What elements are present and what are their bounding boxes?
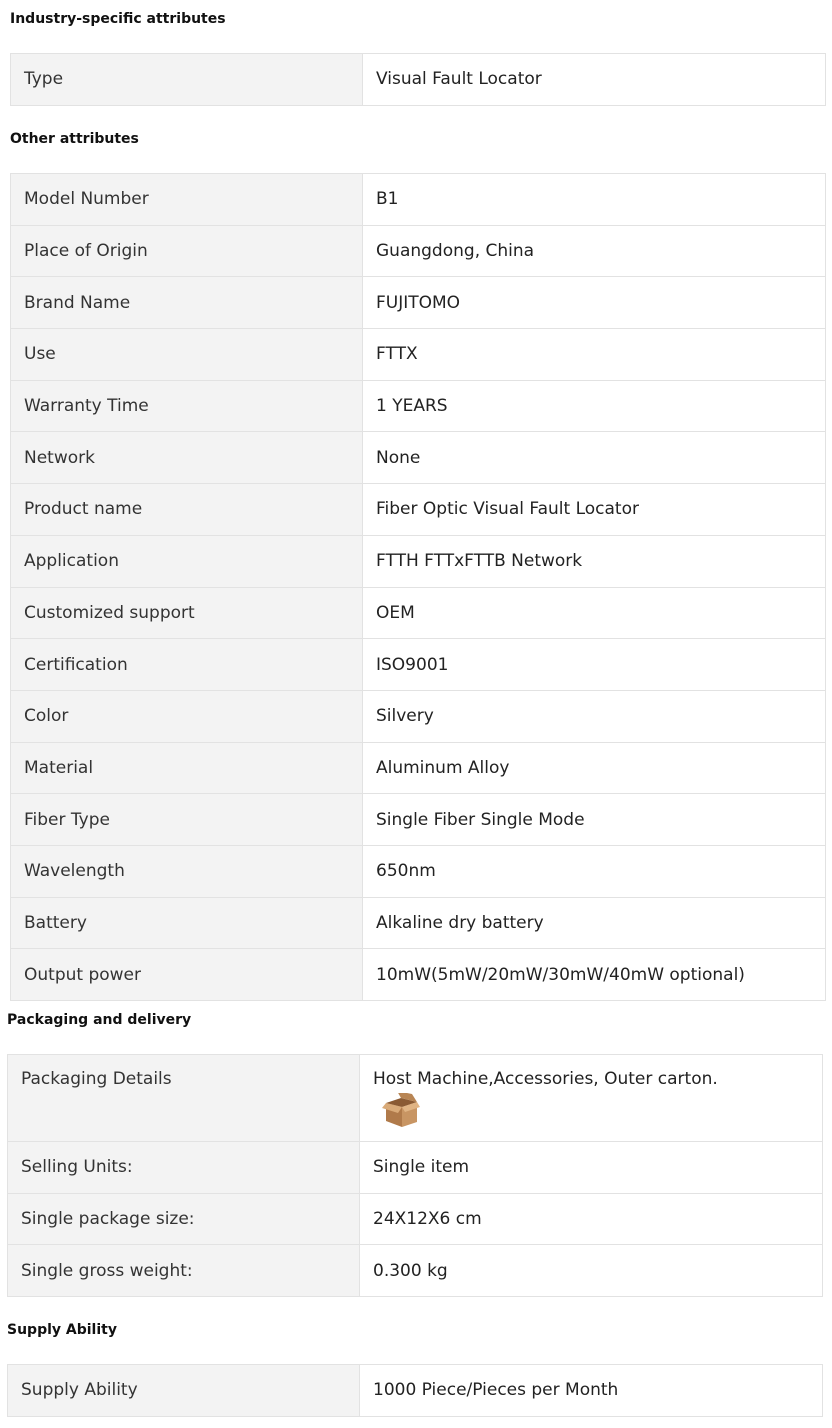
table-row [11,587,826,639]
attribute-value: 10mW(5mW/20mW/30mW/40mW optional) [363,949,826,1001]
section-title-other: Other attributes [10,131,139,147]
table-row [11,690,826,742]
attribute-value: Aluminum Alloy [363,742,826,794]
table-row [11,174,826,226]
section-title-supply: Supply Ability [7,1322,117,1338]
attribute-value: FUJITOMO [363,277,826,329]
table-row [11,54,826,106]
attribute-key: Model Number [11,174,363,226]
attribute-value: Single Fiber Single Mode [363,794,826,846]
attribute-value: Visual Fault Locator [363,54,826,106]
table-row [11,639,826,691]
attribute-key: Brand Name [11,277,363,329]
table-row [8,1055,823,1142]
attribute-key: Use [11,329,363,381]
table-row [8,1245,823,1297]
table-row [11,484,826,536]
table-row [8,1193,823,1245]
attribute-key: Single gross weight: [8,1245,360,1297]
attribute-value: Fiber Optic Visual Fault Locator [363,484,826,536]
table-row [11,277,826,329]
table-row [11,742,826,794]
attribute-value: OEM [363,587,826,639]
section-title-packaging: Packaging and delivery [7,1012,192,1028]
table-row [11,380,826,432]
table-row [11,225,826,277]
table-row [8,1142,823,1194]
attribute-key: Supply Ability [8,1365,360,1417]
attribute-value: FTTH FTTxFTTB Network [363,535,826,587]
attribute-key: Output power [11,949,363,1001]
table-row [11,949,826,1001]
attribute-key: Type [11,54,363,106]
attribute-key: Network [11,432,363,484]
attribute-value: FTTX [363,329,826,381]
section-title-industry: Industry-specific attributes [10,11,226,27]
supply-ability-table [7,1364,823,1417]
attribute-key: Certification [11,639,363,691]
attribute-value: Single item [360,1142,823,1194]
attribute-value: Host Machine,Accessories, Outer carton. [373,1069,718,1089]
table-row [11,794,826,846]
attribute-key: Product name [11,484,363,536]
table-row [11,432,826,484]
attribute-key: Packaging Details [8,1055,360,1142]
attribute-key: Place of Origin [11,225,363,277]
attribute-value: None [363,432,826,484]
attribute-key: Warranty Time [11,380,363,432]
attribute-value-cell [360,1055,823,1142]
other-attributes-table [10,173,826,1001]
attribute-value: 1000 Piece/Pieces per Month [360,1365,823,1417]
attribute-value: 650nm [363,845,826,897]
attribute-key: Color [11,690,363,742]
attribute-key: Wavelength [11,845,363,897]
attribute-key: Application [11,535,363,587]
attribute-value: B1 [363,174,826,226]
table-row [11,897,826,949]
attribute-value: Silvery [363,690,826,742]
attribute-value: Guangdong, China [363,225,826,277]
table-row [11,845,826,897]
attribute-key: Single package size: [8,1193,360,1245]
attribute-value: 1 YEARS [363,380,826,432]
attribute-key: Selling Units: [8,1142,360,1194]
table-row [11,329,826,381]
attribute-value: 24X12X6 cm [360,1193,823,1245]
package-box-icon [382,1093,420,1129]
packaging-table [7,1054,823,1297]
attribute-value: Alkaline dry battery [363,897,826,949]
table-row [11,535,826,587]
table-row [8,1365,823,1417]
attribute-key: Fiber Type [11,794,363,846]
attribute-value: ISO9001 [363,639,826,691]
attribute-key: Material [11,742,363,794]
attribute-key: Battery [11,897,363,949]
industry-attributes-table [10,53,826,106]
attribute-key: Customized support [11,587,363,639]
attribute-value: 0.300 kg [360,1245,823,1297]
